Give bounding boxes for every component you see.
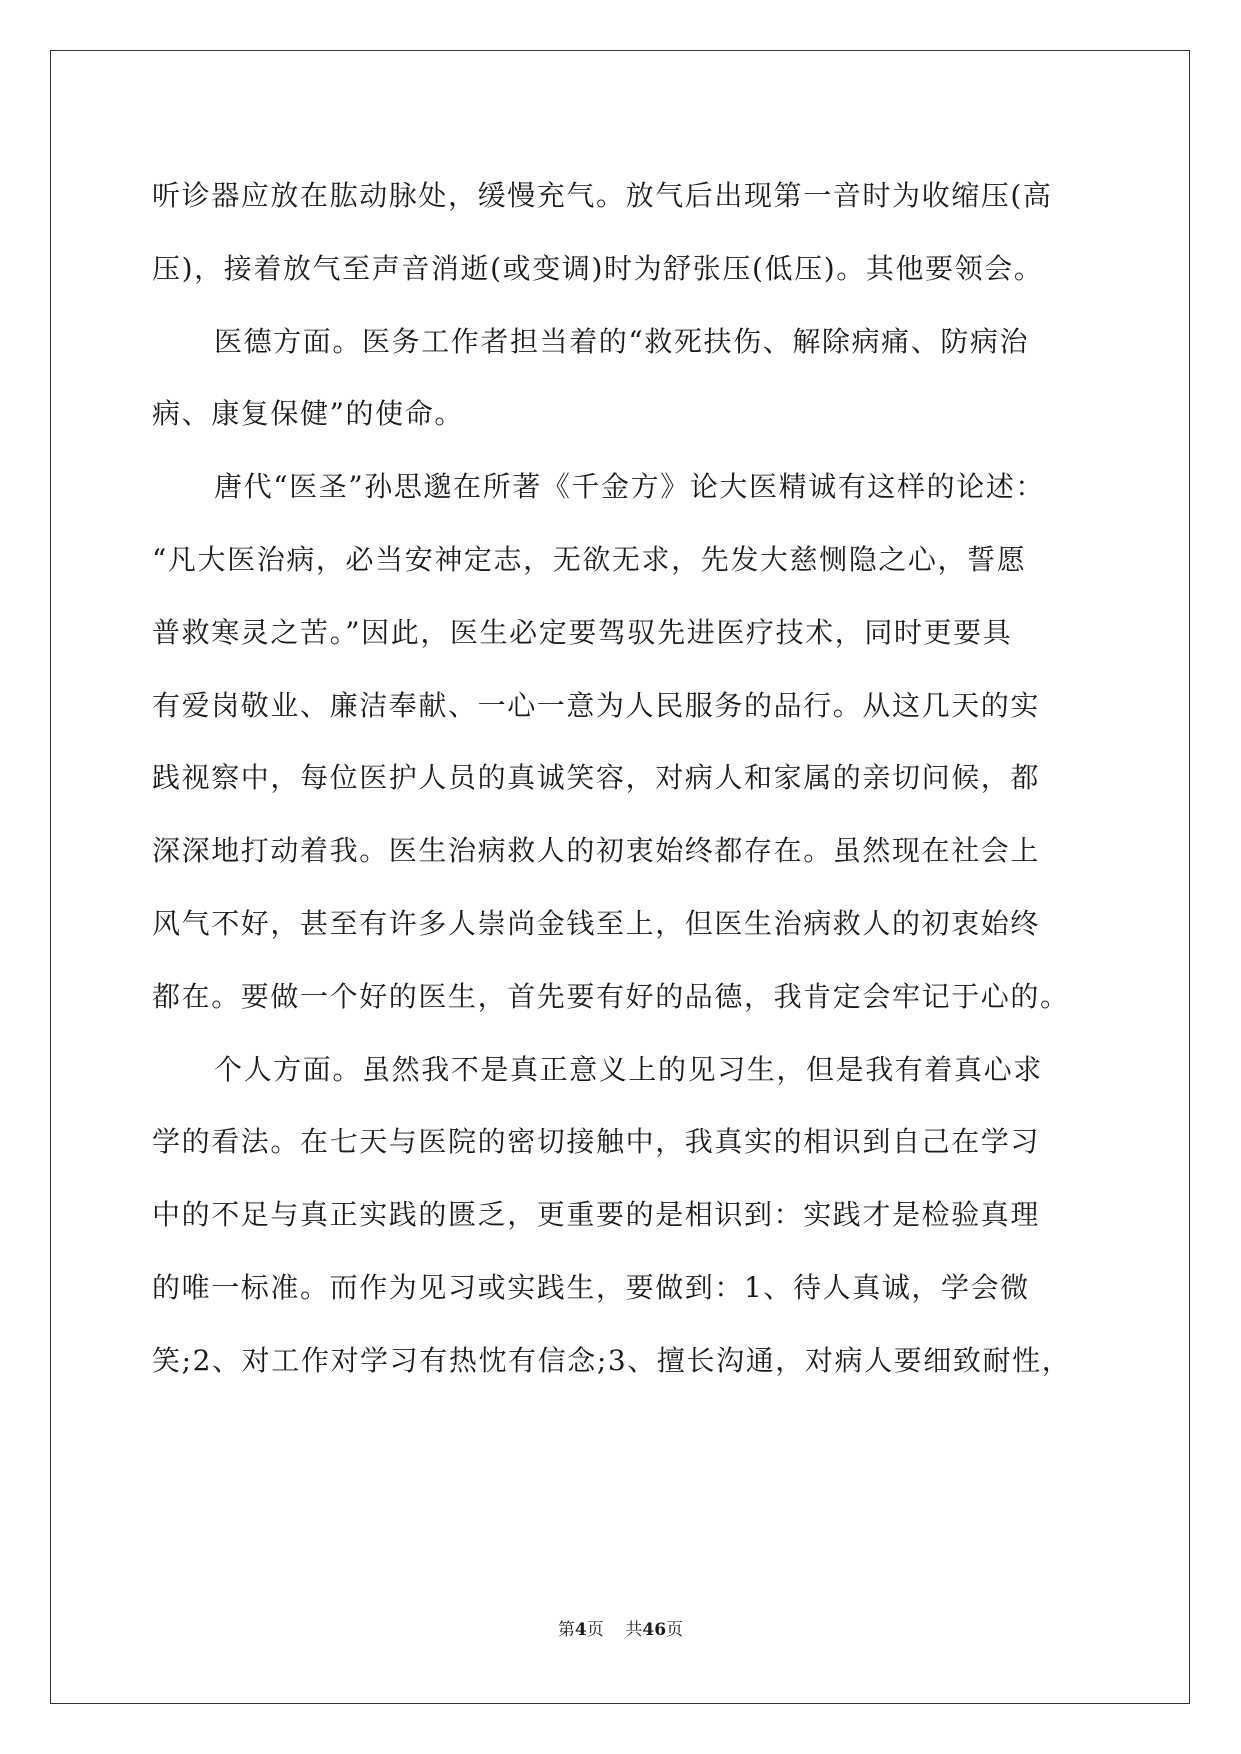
document-body (152, 160, 1092, 1398)
footer-prefix: 第 (557, 1620, 575, 1640)
footer-middle: 页 共 (586, 1620, 643, 1640)
total-page-count: 46 (642, 1620, 667, 1640)
page-number-footer (0, 1618, 1241, 1642)
paragraph-start-line: 医德方面。医务工作者担当着的“救死扶伤、解除病痛、防病治 (214, 324, 1030, 358)
text-line: 有爱岗敬业、廉洁奉献、一心一意为人民服务的品行。从这几天的实 (152, 688, 1041, 722)
text-line: 都在。要做一个好的医生，首先要有好的品德，我肯定会牢记于心的。 (152, 979, 1070, 1013)
text-line: 听诊器应放在肱动脉处，缓慢充气。放气后出现第一音时为收缩压(高 (152, 179, 1053, 212)
current-page-number: 4 (574, 1620, 587, 1640)
text-line: 深深地打动着我。医生治病救人的初衷始终都存在。虽然现在社会上 (152, 834, 1041, 868)
text-line: 中的不足与真正实践的匮乏，更重要的是相识到：实践才是检验真理 (152, 1198, 1041, 1232)
text-line: 学的看法。在七天与医院的密切接触中，我真实的相识到自己在学习 (152, 1125, 1041, 1159)
text-line: 普救寒灵之苦。”因此，医生必定要驾驭先进医疗技术，同时更要具 (152, 615, 1013, 649)
text-line: 的唯一标准。而作为见习或实践生，要做到：1、待人真诚，学会微 (152, 1270, 1030, 1304)
text-line: 风气不好，甚至有许多人崇尚金钱至上，但医生治病救人的初衷始终 (152, 906, 1041, 940)
text-line: “凡大医治病，必当安神定志，无欲无求，先发大慈恻隐之心，誓愿 (152, 542, 1027, 576)
text-line: 压)，接着放气至声音消逝(或变调)时为舒张压(低压)。其他要领会。 (152, 251, 1044, 285)
text-line: 践视察中，每位医护人员的真诚笑容，对病人和家属的亲切问候，都 (152, 761, 1041, 795)
paragraph-start-line: 个人方面。虽然我不是真正意义上的见习生，但是我有着真心求 (214, 1052, 1043, 1086)
footer-suffix: 页 (666, 1620, 684, 1640)
text-line: 病、康复保健”的使命。 (152, 397, 464, 431)
paragraph-start-line: 唐代“医圣”孙思邈在所著《千金方》论大医精诚有这样的论述： (214, 470, 1046, 504)
text-line: 笑;2、对工作对学习有热忱有信念;3、擅长沟通，对病人要细致耐性， (152, 1343, 1072, 1377)
